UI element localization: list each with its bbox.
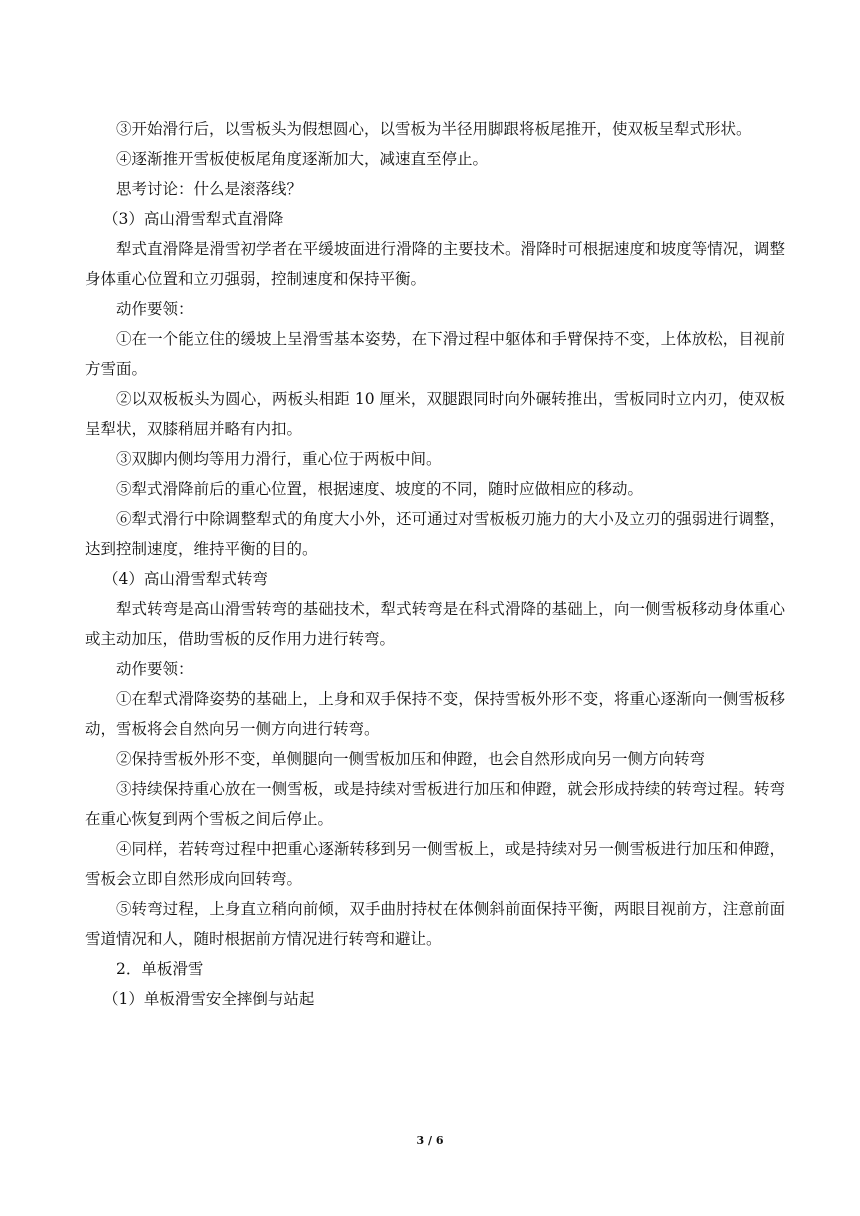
paragraph-key-points-label: 动作要领：: [116, 300, 194, 318]
paragraph-point-5: ⑤犁式滑降前后的重心位置，根据速度、坡度的不同，随时应做相应的移动。: [116, 480, 644, 498]
paragraph-turn-point-2: ②保持雪板外形不变，单侧腿向一侧雪板加压和伸蹬，也会自然形成向另一侧方向转弯: [116, 750, 706, 768]
paragraph-point-1: ①在一个能立住的缓坡上呈滑雪基本姿势，在下滑过程中躯体和手臂保持不变，上体放松，目视前方雪面。: [85, 330, 785, 378]
section-heading-snowboard: 2．单板滑雪: [116, 960, 204, 978]
paragraph-turn-intro: 犁式转弯是高山滑雪转弯的基础技术，犁式转弯是在科式滑降的基础上，向一侧雪板移动身体重心或主动加压，借助雪板的反作用力进行转弯。: [85, 600, 785, 648]
paragraph-turn-point-5: ⑤转弯过程，上身直立稍向前倾，双手曲肘持杖在体侧斜前面保持平衡，两眼目视前方，注意前面雪道情况和人，随时根据前方情况进行转弯和避让。: [85, 900, 785, 948]
paragraph-snowplow-intro: 犁式直滑降是滑雪初学者在平缓坡面进行滑降的主要技术。滑降时可根据速度和坡度等情况，调整身体重心位置和立刃强弱，控制速度和保持平衡。: [85, 240, 785, 288]
paragraph-turn-point-4: ④同样，若转弯过程中把重心逐渐转移到另一侧雪板上，或是持续对另一侧雪板进行加压和伸蹬，雪板会立即自然形成向回转弯。: [85, 840, 785, 888]
paragraph-point-3: ③双脚内侧均等用力滑行，重心位于两板中间。: [116, 450, 442, 468]
paragraph-step-3-start-sliding: ③开始滑行后，以雪板头为假想圆心，以雪板为半径用脚跟将板尾推开，使双板呈犁式形状。: [116, 120, 752, 138]
document-body: [85, 114, 785, 1014]
paragraph-step-4-push-apart: ④逐渐推开雪板使板尾角度逐渐加大，减速直至停止。: [116, 150, 489, 168]
paragraph-discussion-question: 思考讨论：什么是滚落线？: [116, 180, 303, 198]
page-number: 3 / 6: [416, 1134, 444, 1147]
section-heading-snowplow-turn: （4）高山滑雪犁式转弯: [103, 570, 268, 588]
paragraph-point-6: ⑥犁式滑行中除调整犁式的角度大小外，还可通过对雪板板刃施力的大小及立刃的强弱进行调整，达到控制速度，维持平衡的目的。: [85, 510, 785, 558]
section-heading-snowplow-straight: （3）高山滑雪犁式直滑降: [103, 210, 284, 228]
paragraph-turn-point-3: ③持续保持重心放在一侧雪板，或是持续对雪板进行加压和伸蹬，就会形成持续的转弯过程。转弯在重心恢复到两个雪板之间后停止。: [85, 780, 785, 828]
paragraph-turn-point-1: ①在犁式滑降姿势的基础上，上身和双手保持不变，保持雪板外形不变，将重心逐渐向一侧雪板移动，雪板将会自然向另一侧方向进行转弯。: [85, 690, 785, 738]
paragraph-point-2: ②以双板板头为圆心，两板头相距 10 厘米，双腿跟同时向外碾转推出，雪板同时立内刃，使双板呈犁状，双膝稍屈并略有内扣。: [85, 390, 785, 438]
section-heading-snowboard-fall: （1）单板滑雪安全摔倒与站起: [103, 990, 315, 1008]
paragraph-key-points-label-2: 动作要领：: [116, 660, 194, 678]
